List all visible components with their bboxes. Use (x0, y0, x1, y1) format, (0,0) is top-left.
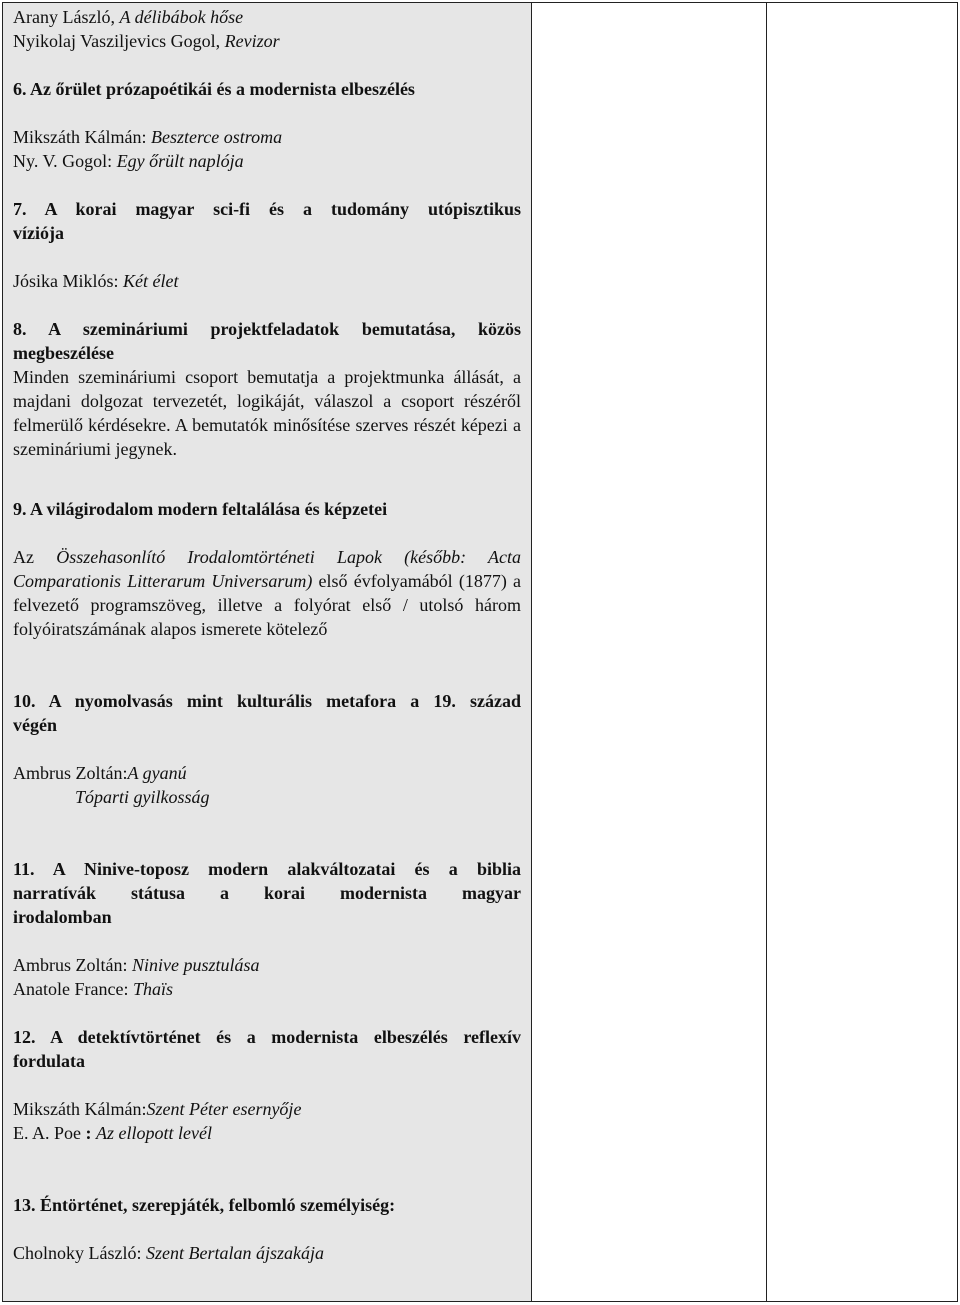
section-12-title: 12. A detektívtörténet és a modernista elbeszélés reflexív (13, 1027, 521, 1047)
reading-item: Anatole France: Thaïs (13, 979, 173, 999)
reading-item: Tóparti gyilkosság (75, 787, 210, 807)
section-9-description: Az Összehasonlító Irodalomtörténeti Lapok (később: Acta Comparationis Litterarum Universarum) első évfolyamából (1877) a felvezető programszöveg, illetve a folyórat első / utolsó három folyóiratszámának alapos ismerete kötelező (13, 547, 522, 639)
section-9-title: 9. A világirodalom modern feltalálása és képzetei (13, 499, 388, 519)
empty-column-2 (531, 3, 766, 1301)
section-13-title: 13. Éntörténet, szerepjáték, felbomló személyiség: (13, 1195, 396, 1215)
section-10-title: 10. A nyomolvasás mint kulturális metafora a 19. század (13, 691, 521, 711)
section-8-title-cont: megbeszélése (13, 343, 114, 363)
section-8-description: Minden szemináriumi csoport bemutatja a projektmunka állását, a majdani dolgozat tervezetét, logikáját, válaszol a csoport részéről felmerülő kérdésekre. A bemutatók minősítése szerves részét képezi a szemináriumi jegynek. (13, 367, 521, 459)
section-6-title: 6. Az őrület prózapoétikái és a modernista elbeszélés (13, 79, 415, 99)
reading-item: Nyikolaj Vasziljevics Gogol, Revizor (13, 31, 280, 51)
reading-item: Mikszáth Kálmán:Szent Péter esernyője (13, 1099, 302, 1119)
reading-item: Ny. V. Gogol: Egy őrült naplója (13, 151, 244, 171)
section-7-title-cont: víziója (13, 223, 64, 243)
topics-column (3, 3, 531, 1301)
section-11-title-cont: narratívák státusa a korai modernista magyar (13, 883, 521, 903)
reading-item: Ambrus Zoltán:A gyanú (13, 763, 187, 783)
reading-item: Ambrus Zoltán: Ninive pusztulása (13, 955, 260, 975)
syllabus-table (2, 2, 958, 1302)
section-11-title-cont: irodalomban (13, 907, 112, 927)
reading-item: Cholnoky László: Szent Bertalan ájszakája (13, 1243, 324, 1263)
section-12-title-cont: fordulata (13, 1051, 85, 1071)
section-10-title-cont: végén (13, 715, 57, 735)
section-7-title: 7. A korai magyar sci-fi és a tudomány utópisztikus (13, 199, 521, 219)
topics-content (13, 5, 521, 1265)
section-11-title: 11. A Ninive-toposz modern alakváltozatai és a biblia (13, 859, 521, 879)
section-8-title: 8. A szemináriumi projektfeladatok bemutatása, közös (13, 319, 521, 339)
reading-item: Jósika Miklós: Két élet (13, 271, 179, 291)
reading-item: Mikszáth Kálmán: Beszterce ostroma (13, 127, 283, 147)
reading-item: Arany László, A délibábok hőse (13, 7, 244, 27)
empty-column-3 (766, 3, 957, 1301)
reading-item: E. A. Poe : Az ellopott levél (13, 1123, 212, 1143)
